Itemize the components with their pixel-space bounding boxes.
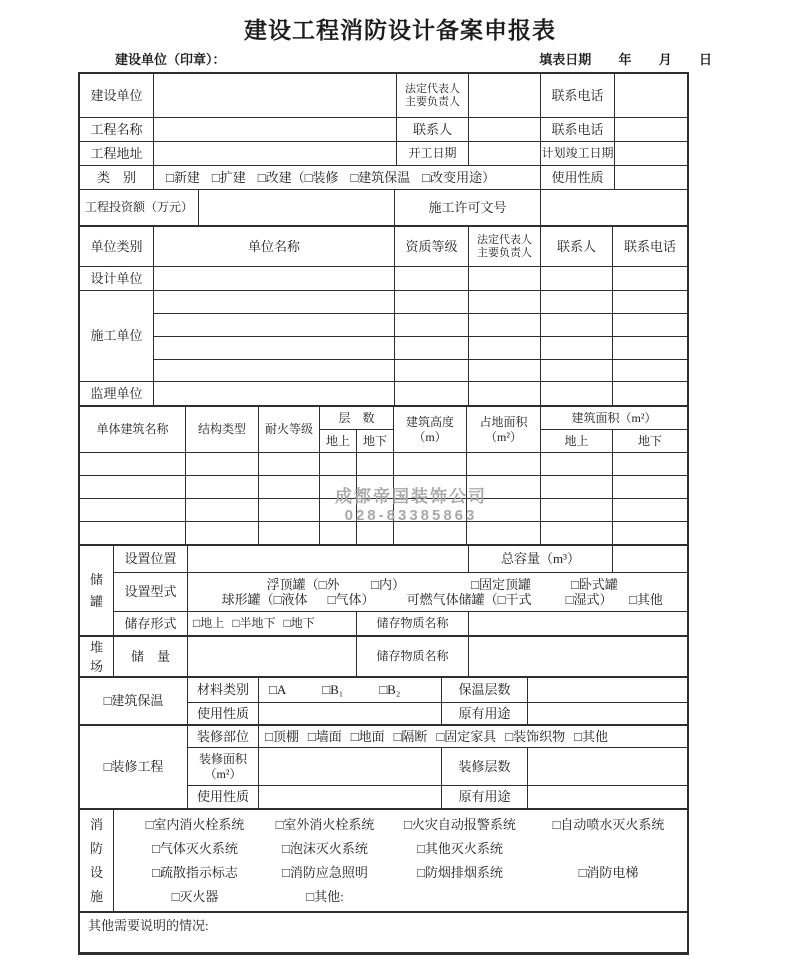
field-decoration-area	[259, 748, 442, 786]
floors-header-group	[320, 407, 394, 453]
form-table	[78, 72, 689, 955]
col-header-legal-rep	[469, 227, 541, 267]
field-building-height	[394, 453, 467, 476]
label-tank-position: 设置位置	[114, 546, 188, 573]
row-investment	[80, 190, 687, 226]
insulation-usage-row	[188, 703, 687, 725]
field-floors-below	[357, 476, 394, 499]
checkbox-renovation-decoration[interactable]: □改建（□装修	[257, 169, 339, 185]
label-decoration-floors: 装修层数	[442, 748, 528, 786]
storage-tank-section	[80, 545, 687, 636]
label-contact-person: 联系人	[397, 118, 469, 142]
col-header-footprint-area	[467, 407, 541, 453]
checkbox-fixed-furniture[interactable]: □固定家具	[436, 728, 497, 744]
checkbox-floating-roof-external[interactable]: 浮顶罐（□外	[266, 576, 340, 592]
checkbox-expansion[interactable]: □扩建	[211, 169, 246, 185]
fire-facilities-vertical-label: 消防设施	[89, 816, 103, 904]
field-unit-legal	[469, 360, 541, 382]
field-construction-unit	[154, 74, 397, 118]
field-yard-substance	[469, 637, 687, 677]
checkbox-fire-elevator[interactable]: □消防电梯	[578, 864, 639, 880]
label-usage-nature: 使用性质	[541, 166, 615, 190]
field-structure-type	[186, 476, 259, 499]
checkbox-tank-other[interactable]: □其他	[629, 592, 663, 607]
checkbox-fixed-roof-tank[interactable]: □固定顶罐	[471, 576, 531, 592]
label-stored-substance: 储存物质名称	[357, 612, 469, 636]
field-area-below	[613, 522, 687, 545]
col-header-qualification: 资质等级	[395, 227, 469, 267]
field-project-address	[154, 142, 397, 166]
label-other-notes: 其他需要说明的情况:	[80, 913, 687, 953]
checkbox-decorative-fabric[interactable]: □装饰织物	[505, 728, 566, 744]
field-project-name	[154, 118, 397, 142]
checkbox-spherical-gas[interactable]: □气体）	[327, 592, 375, 607]
field-permit-number	[541, 190, 687, 226]
checkbox-combustible-gas-dry[interactable]: 可燃气体储罐（□干式	[406, 592, 532, 607]
label-supervision-unit: 监理单位	[80, 382, 154, 406]
building-data-row	[80, 499, 687, 522]
fill-date-label: 填表日期	[539, 52, 592, 67]
fire-options-line1	[114, 812, 687, 836]
checkbox-fire-other[interactable]: □其他:	[306, 889, 344, 905]
checkbox-material-b2[interactable]: □B₂	[379, 682, 401, 698]
col-header-building-name: 单体建筑名称	[80, 407, 186, 453]
storage-tank-vertical-label: 储罐	[89, 571, 103, 609]
checkbox-new-construction[interactable]: □新建	[166, 169, 200, 185]
label-fire-facilities	[80, 810, 114, 912]
label-storage-tank	[80, 546, 114, 636]
decoration-usage-row	[188, 786, 687, 809]
field-design-unit-grade	[395, 267, 469, 291]
year-label: 年	[618, 52, 632, 67]
checkbox-material-b1[interactable]: □B₁	[322, 682, 344, 698]
field-unit-name	[154, 360, 395, 382]
field-design-unit-legal	[469, 267, 541, 291]
checkbox-fire-extinguisher[interactable]: □灭火器	[171, 889, 219, 905]
legal-rep-line2: 主要负责人	[405, 95, 460, 108]
field-unit-phone	[613, 291, 687, 314]
legal-rep-line1: 法定代表人	[477, 233, 532, 246]
decoration-parts-row	[188, 726, 687, 748]
construction-unit-row	[154, 314, 687, 337]
field-unit-legal	[469, 314, 541, 337]
legal-rep-line2: 主要负责人	[477, 246, 532, 259]
label-construction-unit: 建设单位	[80, 74, 154, 118]
label-decoration-usage: 使用性质	[188, 786, 259, 809]
field-unit-legal	[469, 337, 541, 360]
applicant-seal-label: 建设单位（印章）：	[115, 52, 226, 67]
fire-options-line4	[114, 885, 687, 909]
fire-facilities-options	[114, 810, 687, 912]
col-header-building-height	[394, 407, 467, 453]
field-insulation-usage	[259, 703, 442, 725]
field-planned-completion-date	[615, 142, 687, 166]
units-header-row	[80, 227, 687, 267]
col-header-floors-below: 地下	[357, 430, 394, 453]
checkbox-ceiling[interactable]: □顶棚	[265, 728, 299, 744]
buildings-header	[80, 407, 687, 453]
checkbox-combustible-gas-wet[interactable]: □湿式）	[565, 592, 613, 607]
field-unit-contact	[541, 360, 613, 382]
col-header-floors-above: 地上	[320, 430, 357, 453]
label-project-address: 工程地址	[80, 142, 154, 166]
construction-unit-row	[154, 291, 687, 314]
stockyard-section	[80, 636, 687, 677]
label-total-capacity: 总容量（m³）	[469, 546, 613, 573]
field-design-unit-name	[154, 267, 395, 291]
footprint-label-line1: 占地面积	[479, 415, 528, 430]
field-structure-type	[186, 499, 259, 522]
checkbox-evacuation-signs[interactable]: □疏散指示标志	[152, 864, 238, 880]
checkbox-spherical-liquid[interactable]: 球形罐（□液体	[221, 592, 308, 607]
field-unit-grade	[395, 360, 469, 382]
checkbox-building-insulation[interactable]: □建筑保温	[350, 169, 411, 185]
col-header-unit-name: 单位名称	[154, 227, 395, 267]
field-decoration-usage	[259, 786, 442, 809]
page-title: 建设工程消防设计备案申报表	[244, 17, 556, 43]
decoration-section	[80, 725, 687, 809]
label-phone-1: 联系电话	[541, 74, 615, 118]
checkbox-floating-roof-internal[interactable]: □内）	[371, 576, 405, 592]
decoration-area-line1: 装修面积	[198, 752, 247, 767]
field-storage-quantity	[188, 637, 357, 677]
construction-unit-row	[154, 360, 687, 382]
field-supervision-phone	[613, 382, 687, 406]
supervision-unit-row	[80, 382, 687, 406]
label-decoration-parts: 装修部位	[188, 726, 259, 748]
checkbox-outdoor-hydrant-system[interactable]: □室外消火栓系统	[275, 816, 375, 832]
label-planned-completion-date: 计划竣工日期	[541, 142, 615, 166]
field-insulation-layers	[528, 678, 687, 703]
fire-facilities-section	[80, 809, 687, 912]
basic-info-section	[80, 74, 687, 226]
field-decoration-original-use	[528, 786, 687, 809]
checkbox-parts-other[interactable]: □其他	[574, 728, 609, 744]
field-building-name	[80, 476, 186, 499]
tank-type-options	[188, 573, 687, 612]
decoration-area-row	[188, 748, 687, 786]
row-project-name	[80, 118, 687, 142]
fire-options-line2	[114, 836, 687, 860]
field-footprint-area	[467, 476, 541, 499]
design-unit-row	[80, 267, 687, 291]
field-area-above	[541, 476, 613, 499]
field-unit-grade	[395, 291, 469, 314]
col-header-phone: 联系电话	[613, 227, 687, 267]
insulation-section	[80, 677, 687, 725]
label-stockyard	[80, 637, 114, 677]
height-label-line2: （m）	[413, 429, 447, 444]
field-building-name	[80, 453, 186, 476]
field-area-above	[541, 499, 613, 522]
field-fire-rating	[259, 476, 320, 499]
field-unit-name	[154, 314, 395, 337]
field-unit-phone	[613, 360, 687, 382]
checkbox-other-extinguishing-system[interactable]: □其他灭火系统	[417, 840, 503, 856]
field-phone-1	[615, 74, 687, 118]
tank-type-row	[114, 573, 687, 612]
field-unit-phone	[613, 337, 687, 360]
insulation-material-row	[188, 678, 687, 703]
field-unit-grade	[395, 337, 469, 360]
label-design-unit: 设计单位	[80, 267, 154, 291]
label-material-category: 材料类别	[188, 678, 259, 703]
tank-storage-form-row	[114, 612, 687, 636]
field-floors-above	[320, 522, 357, 545]
storage-form-options	[188, 612, 357, 636]
label-legal-representative	[397, 74, 469, 118]
checkbox-smoke-control-system[interactable]: □防烟排烟系统	[417, 864, 503, 880]
buildings-section	[80, 406, 687, 545]
field-area-above	[541, 453, 613, 476]
field-building-name	[80, 522, 186, 545]
building-data-row	[80, 453, 687, 476]
row-project-address	[80, 142, 687, 166]
field-stored-substance	[469, 612, 687, 636]
field-total-capacity	[613, 546, 687, 573]
field-unit-name	[154, 291, 395, 314]
col-header-contact: 联系人	[541, 227, 613, 267]
checkbox-gas-extinguishing-system[interactable]: □气体灭火系统	[152, 840, 238, 856]
field-usage-nature	[615, 166, 687, 190]
label-construction-units: 施工单位	[80, 291, 154, 382]
checkbox-above-ground[interactable]: □地上	[193, 616, 225, 631]
field-supervision-grade	[395, 382, 469, 406]
field-contact-person	[469, 118, 541, 142]
label-tank-type: 设置型式	[114, 573, 188, 612]
field-design-unit-contact	[541, 267, 613, 291]
col-header-fire-rating: 耐火等级	[259, 407, 320, 453]
checkbox-emergency-lighting[interactable]: □消防应急照明	[282, 864, 368, 880]
label-decoration-original-use: 原有用途	[442, 786, 528, 809]
subheader	[115, 49, 712, 68]
checkbox-floor[interactable]: □地面	[350, 728, 385, 744]
field-building-height	[394, 522, 467, 545]
label-start-date: 开工日期	[397, 142, 469, 166]
field-original-use	[528, 703, 687, 725]
label-original-use: 原有用途	[442, 703, 528, 725]
field-unit-legal	[469, 291, 541, 314]
height-label-line1: 建筑高度	[405, 415, 454, 430]
label-insulation-usage: 使用性质	[188, 703, 259, 725]
col-header-unit-type: 单位类别	[80, 227, 154, 267]
field-legal-representative	[469, 74, 541, 118]
field-decoration-floors	[528, 748, 687, 786]
label-insulation-layers: 保温层数	[442, 678, 528, 703]
other-notes-section	[80, 912, 687, 953]
field-tank-position	[188, 546, 469, 573]
field-floors-below	[357, 522, 394, 545]
checkbox-partition[interactable]: □隔断	[393, 728, 428, 744]
field-unit-contact	[541, 291, 613, 314]
tank-position-row	[114, 546, 687, 573]
field-fire-rating	[259, 499, 320, 522]
watermark-company-name: 成都帝国装饰公司	[335, 487, 487, 506]
checkbox-decoration-project-section[interactable]: □装修工程	[80, 726, 188, 809]
label-category: 类 别	[80, 166, 154, 190]
label-yard-substance: 储存物质名称	[357, 637, 469, 677]
checkbox-horizontal-tank[interactable]: □卧式罐	[571, 576, 618, 592]
field-structure-type	[186, 522, 259, 545]
field-unit-grade	[395, 314, 469, 337]
checkbox-building-insulation-section[interactable]: □建筑保温	[80, 678, 188, 725]
field-unit-contact	[541, 337, 613, 360]
col-header-floor-area: 建筑面积（m²）	[541, 407, 687, 430]
field-floors-below	[357, 499, 394, 522]
legal-rep-line1: 法定代表人	[405, 82, 460, 95]
field-phone-2	[615, 118, 687, 142]
checkbox-semi-underground[interactable]: □半地下	[232, 616, 276, 631]
field-area-below	[613, 476, 687, 499]
fire-options-line3	[114, 861, 687, 885]
construction-unit-row	[154, 337, 687, 360]
col-header-area-above: 地上	[541, 430, 613, 453]
field-building-height	[394, 476, 467, 499]
month-label: 月	[658, 52, 672, 67]
label-storage-quantity: 储 量	[114, 637, 188, 677]
field-building-height	[394, 499, 467, 522]
field-investment	[199, 190, 395, 226]
building-data-row	[80, 476, 687, 499]
footprint-label-line2: （m²）	[485, 429, 522, 444]
label-decoration-area	[188, 748, 259, 786]
field-supervision-contact	[541, 382, 613, 406]
field-fire-rating	[259, 453, 320, 476]
checkbox-fire-alarm-system[interactable]: □火灾自动报警系统	[404, 816, 516, 832]
construction-units-block	[80, 291, 687, 382]
field-area-below	[613, 453, 687, 476]
field-design-unit-phone	[613, 267, 687, 291]
col-header-area-below: 地下	[613, 430, 687, 453]
day-label: 日	[698, 52, 712, 67]
field-unit-name	[154, 337, 395, 360]
field-area-below	[613, 499, 687, 522]
label-permit-number: 施工许可文号	[395, 190, 541, 226]
field-unit-phone	[613, 314, 687, 337]
building-data-row	[80, 522, 687, 545]
field-area-above	[541, 522, 613, 545]
label-storage-form: 储存形式	[114, 612, 188, 636]
col-header-floors: 层 数	[320, 407, 394, 430]
field-structure-type	[186, 453, 259, 476]
decoration-area-line2: （m²）	[204, 766, 242, 781]
material-options	[259, 678, 442, 703]
fill-date-line	[539, 49, 712, 68]
field-unit-contact	[541, 314, 613, 337]
field-start-date	[469, 142, 541, 166]
checkbox-sprinkler-system[interactable]: □自动喷水灭火系统	[552, 816, 665, 832]
floor-area-header-group	[541, 407, 687, 453]
checkbox-material-a[interactable]: □A	[269, 682, 287, 698]
field-fire-rating	[259, 522, 320, 545]
checkbox-change-of-use[interactable]: □改变用途）	[422, 169, 496, 185]
row-construction-unit	[80, 74, 687, 118]
label-phone-2: 联系电话	[541, 118, 615, 142]
watermark-phone: 028-83385863	[344, 507, 478, 525]
field-footprint-area	[467, 499, 541, 522]
units-section	[80, 226, 687, 406]
decoration-parts-options	[259, 726, 687, 748]
field-floors-above	[320, 453, 357, 476]
label-investment: 工程投资额（万元）	[80, 190, 199, 226]
row-category	[80, 166, 687, 190]
field-supervision-legal	[469, 382, 541, 406]
field-supervision-name	[154, 382, 395, 406]
checkbox-indoor-hydrant-system[interactable]: □室内消火栓系统	[145, 816, 245, 832]
field-footprint-area	[467, 522, 541, 545]
stockyard-vertical-label: 堆场	[89, 639, 103, 674]
field-footprint-area	[467, 453, 541, 476]
field-floors-above	[320, 476, 357, 499]
category-options	[154, 166, 541, 190]
checkbox-foam-extinguishing-system[interactable]: □泡沫灭火系统	[282, 840, 368, 856]
checkbox-underground[interactable]: □地下	[283, 616, 315, 631]
checkbox-wall[interactable]: □墙面	[307, 728, 342, 744]
label-project-name: 工程名称	[80, 118, 154, 142]
field-floors-below	[357, 453, 394, 476]
field-building-name	[80, 499, 186, 522]
field-floors-above	[320, 499, 357, 522]
col-header-structure-type: 结构类型	[186, 407, 259, 453]
